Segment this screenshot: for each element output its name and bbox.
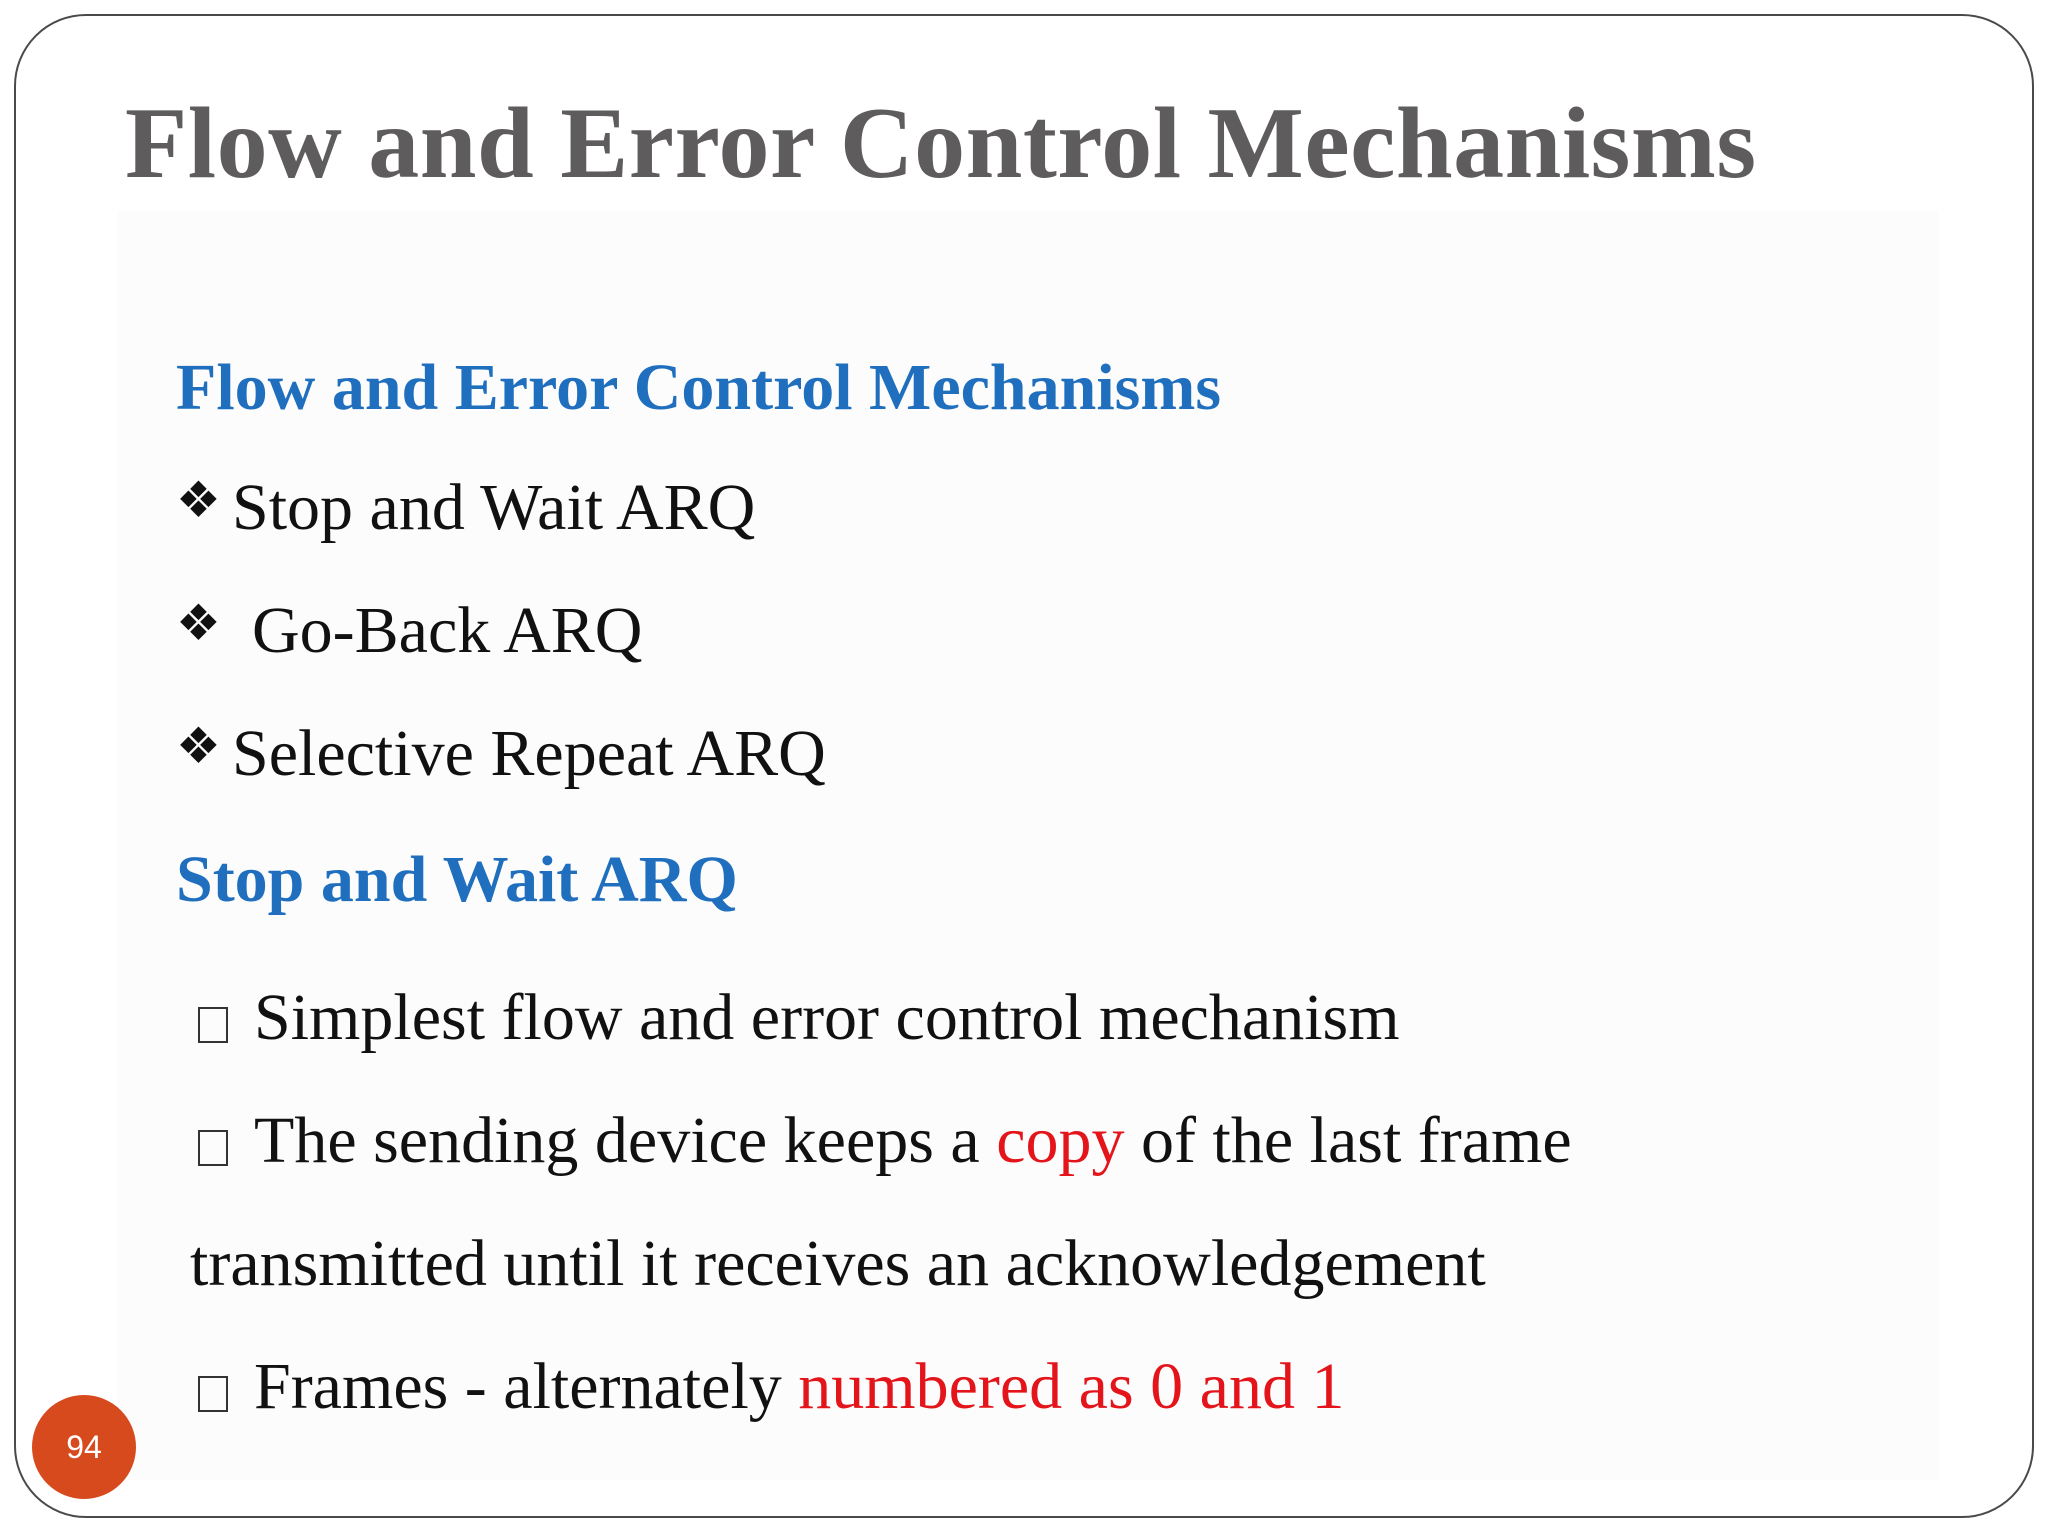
checkbox-bullet-icon (198, 1130, 228, 1166)
page-number-badge: 94 (32, 1395, 136, 1499)
checkbox-bullet-icon (198, 1007, 228, 1043)
section-heading-stop-and-wait: Stop and Wait ARQ (176, 843, 738, 916)
point-sending-device-continuation: transmitted until it receives an acknowledgement (190, 1227, 1486, 1300)
list-item-label: Go-Back ARQ (252, 594, 643, 667)
list-item-go-back (176, 593, 642, 669)
list-item-stop-and-wait (176, 470, 755, 546)
point-sending-device (176, 1103, 1572, 1179)
point-text-pre: Frames - alternately (254, 1350, 799, 1423)
list-item-label: Stop and Wait ARQ (232, 471, 756, 544)
checkbox-bullet-icon (198, 1376, 228, 1412)
point-text-post: of the last frame (1124, 1104, 1572, 1177)
list-item-selective-repeat (176, 716, 826, 792)
highlight-copy: copy (996, 1104, 1125, 1177)
diamond-bullet-icon: ❖ (176, 718, 221, 774)
point-text: Simplest flow and error control mechanism (254, 981, 1400, 1054)
point-simplest (176, 980, 1400, 1056)
section-heading-mechanisms: Flow and Error Control Mechanisms (176, 351, 1222, 424)
slide-title: Flow and Error Control Mechanisms (125, 87, 1757, 200)
list-item-label: Selective Repeat ARQ (232, 717, 826, 790)
diamond-bullet-icon: ❖ (176, 472, 221, 528)
point-text-pre: The sending device keeps a (254, 1104, 997, 1177)
highlight-numbered: numbered as 0 and 1 (798, 1350, 1345, 1423)
diamond-bullet-icon: ❖ (176, 595, 221, 651)
point-frames (176, 1349, 1344, 1425)
